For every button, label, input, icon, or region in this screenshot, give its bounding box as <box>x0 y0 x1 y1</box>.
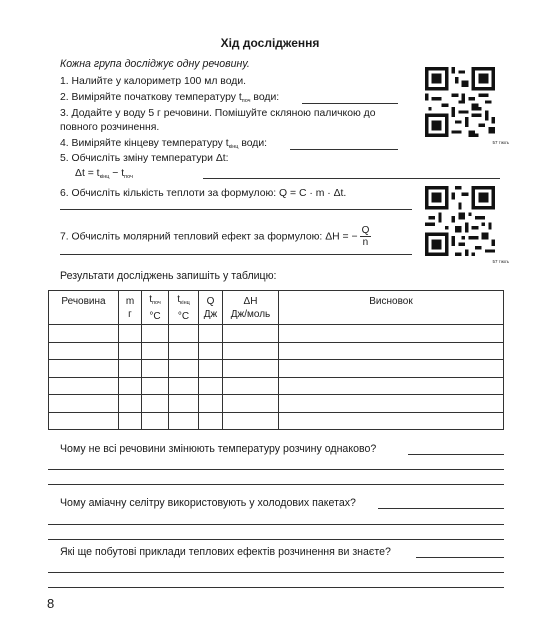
step-5-formula <box>75 168 133 180</box>
header-substance-label: Речовина <box>61 296 106 307</box>
question-2-answer-line-2[interactable] <box>48 524 504 525</box>
header-heat-unit: Дж <box>203 308 218 320</box>
question-3-answer-line-3[interactable] <box>48 587 504 588</box>
table-cell[interactable] <box>142 412 169 430</box>
table-body <box>49 325 504 430</box>
table-cell[interactable] <box>223 360 279 378</box>
header-t-start <box>142 291 169 325</box>
table-cell[interactable] <box>119 342 142 360</box>
table-cell[interactable] <box>223 377 279 395</box>
table-cell[interactable] <box>279 377 504 395</box>
question-2-answer-line-3[interactable] <box>48 539 504 540</box>
molar-fraction <box>360 225 372 248</box>
header-conclusion-label: Висновок <box>369 296 413 307</box>
table-cell[interactable] <box>199 342 223 360</box>
table-cell[interactable] <box>279 395 504 413</box>
table-cell[interactable] <box>119 325 142 343</box>
table-cell[interactable] <box>169 325 199 343</box>
question-2-answer-line[interactable] <box>378 508 504 509</box>
formula-dt: Δt = t <box>75 168 100 179</box>
question-1-answer-line[interactable] <box>408 454 504 455</box>
step-5: 5. Обчисліть зміну температури Δt: <box>60 153 229 164</box>
header-mass <box>119 291 142 325</box>
table-cell[interactable] <box>199 360 223 378</box>
table-cell[interactable] <box>49 377 119 395</box>
header-t-start-sub: поч <box>151 299 161 306</box>
step-2-text-end: води: <box>250 92 280 103</box>
formula-sub-1: кінц <box>99 174 110 180</box>
step-4-answer-line[interactable] <box>290 149 398 150</box>
table-cell[interactable] <box>199 395 223 413</box>
step-7-text: 7. Обчисліть молярний тепловий ефект за формулою: ΔH = − <box>60 231 358 243</box>
header-enthalpy <box>223 291 279 325</box>
question-3-answer-line[interactable] <box>416 557 504 558</box>
header-t-start-label: t <box>149 293 152 305</box>
table-cell[interactable] <box>169 360 199 378</box>
step-4-text: 4. Виміряйте кінцеву температуру t <box>60 138 229 149</box>
table-cell[interactable] <box>142 325 169 343</box>
table-cell[interactable] <box>223 395 279 413</box>
question-1-answer-line-2[interactable] <box>48 469 504 470</box>
fraction-numerator: Q <box>361 225 370 236</box>
step-2-answer-line[interactable] <box>302 103 398 104</box>
qr-code-2[interactable] <box>425 186 509 264</box>
table-cell[interactable] <box>199 412 223 430</box>
table-row <box>49 377 504 395</box>
table-cell[interactable] <box>223 412 279 430</box>
header-mass-label: m <box>125 295 135 307</box>
step-7-answer-line[interactable] <box>60 254 412 255</box>
table-cell[interactable] <box>199 325 223 343</box>
table-cell[interactable] <box>49 412 119 430</box>
table-cell[interactable] <box>169 412 199 430</box>
step-4 <box>60 138 267 150</box>
table-cell[interactable] <box>199 377 223 395</box>
table-row <box>49 395 504 413</box>
table-cell[interactable] <box>49 360 119 378</box>
header-heat-label: Q <box>206 295 215 307</box>
table-cell[interactable] <box>49 325 119 343</box>
table-cell[interactable] <box>49 395 119 413</box>
step-6-answer-line[interactable] <box>60 209 412 210</box>
step-2-text: 2. Виміряйте початкову температуру t <box>60 92 242 103</box>
table-header-row <box>49 291 504 325</box>
table-cell[interactable] <box>142 342 169 360</box>
page-title: Хід дослідження <box>220 36 320 50</box>
qr-label-1: 57 тжхъ <box>492 140 509 145</box>
results-intro: Результати досліджень запишіть у таблицю: <box>60 270 277 282</box>
header-t-start-unit: °C <box>149 310 161 322</box>
question-1-answer-line-3[interactable] <box>48 484 504 485</box>
table-cell[interactable] <box>169 342 199 360</box>
table-row <box>49 360 504 378</box>
table-cell[interactable] <box>119 412 142 430</box>
header-t-end-label: t <box>177 293 180 305</box>
step-2 <box>60 92 279 104</box>
step-5-answer-line[interactable] <box>203 178 500 179</box>
table-row <box>49 325 504 343</box>
table-cell[interactable] <box>223 342 279 360</box>
header-enthalpy-unit: Дж/моль <box>230 308 271 320</box>
step-1: 1. Налийте у калориметр 100 мл води. <box>60 76 247 87</box>
question-3: Які ще побутові приклади теплових ефектів розчинення ви знаєте? <box>60 546 391 558</box>
page-number: 8 <box>47 596 55 611</box>
header-t-end-sub: кінц <box>179 299 190 306</box>
step-2-sub: поч <box>241 98 251 104</box>
formula-minus: − t <box>109 168 125 179</box>
table-cell[interactable] <box>223 325 279 343</box>
table-cell[interactable] <box>49 342 119 360</box>
step-4-text-end: води: <box>238 138 268 149</box>
table-row <box>49 412 504 430</box>
qr-code-icon <box>425 186 495 256</box>
header-enthalpy-label: ΔH <box>243 295 258 307</box>
question-1: Чому не всі речовини змінюють температуру розчину однаково? <box>60 443 377 455</box>
table-cell[interactable] <box>169 395 199 413</box>
table-cell[interactable] <box>119 395 142 413</box>
fraction-denominator: n <box>362 237 369 248</box>
header-t-end-unit: °C <box>177 310 190 322</box>
qr-code-1[interactable] <box>425 67 509 145</box>
table-cell[interactable] <box>169 377 199 395</box>
table-cell[interactable] <box>119 377 142 395</box>
step-6: 6. Обчисліть кількість теплоти за формулою: Q = C · m · Δt. <box>60 188 347 199</box>
table-cell[interactable] <box>142 377 169 395</box>
step-7 <box>60 225 371 248</box>
table-cell[interactable] <box>279 360 504 378</box>
step-3-line-2: повного розчинення. <box>60 122 160 133</box>
table-row <box>49 342 504 360</box>
step-4-sub: кінц <box>228 144 239 150</box>
table-cell[interactable] <box>279 325 504 343</box>
table-cell[interactable] <box>279 342 504 360</box>
qr-code-icon <box>425 67 495 137</box>
header-conclusion <box>279 291 504 325</box>
table-cell[interactable] <box>142 360 169 378</box>
header-t-end <box>169 291 199 325</box>
formula-sub-2: поч <box>124 174 133 180</box>
step-3-line-1: 3. Додайте у воду 5 г речовини. Помішуйте скляною паличкою до <box>60 108 376 119</box>
results-table <box>48 290 504 430</box>
table-cell[interactable] <box>142 395 169 413</box>
header-mass-unit: г <box>128 308 132 320</box>
qr-label-2: 57 тжхъ <box>492 259 509 264</box>
question-2: Чому амiачну селітру використовують у холодових пакетах? <box>60 497 356 509</box>
header-substance <box>49 291 119 325</box>
intro-text: Кожна група досліджує одну речовину. <box>60 58 250 70</box>
table-cell[interactable] <box>119 360 142 378</box>
table-cell[interactable] <box>279 412 504 430</box>
header-heat <box>199 291 223 325</box>
question-3-answer-line-2[interactable] <box>48 572 504 573</box>
